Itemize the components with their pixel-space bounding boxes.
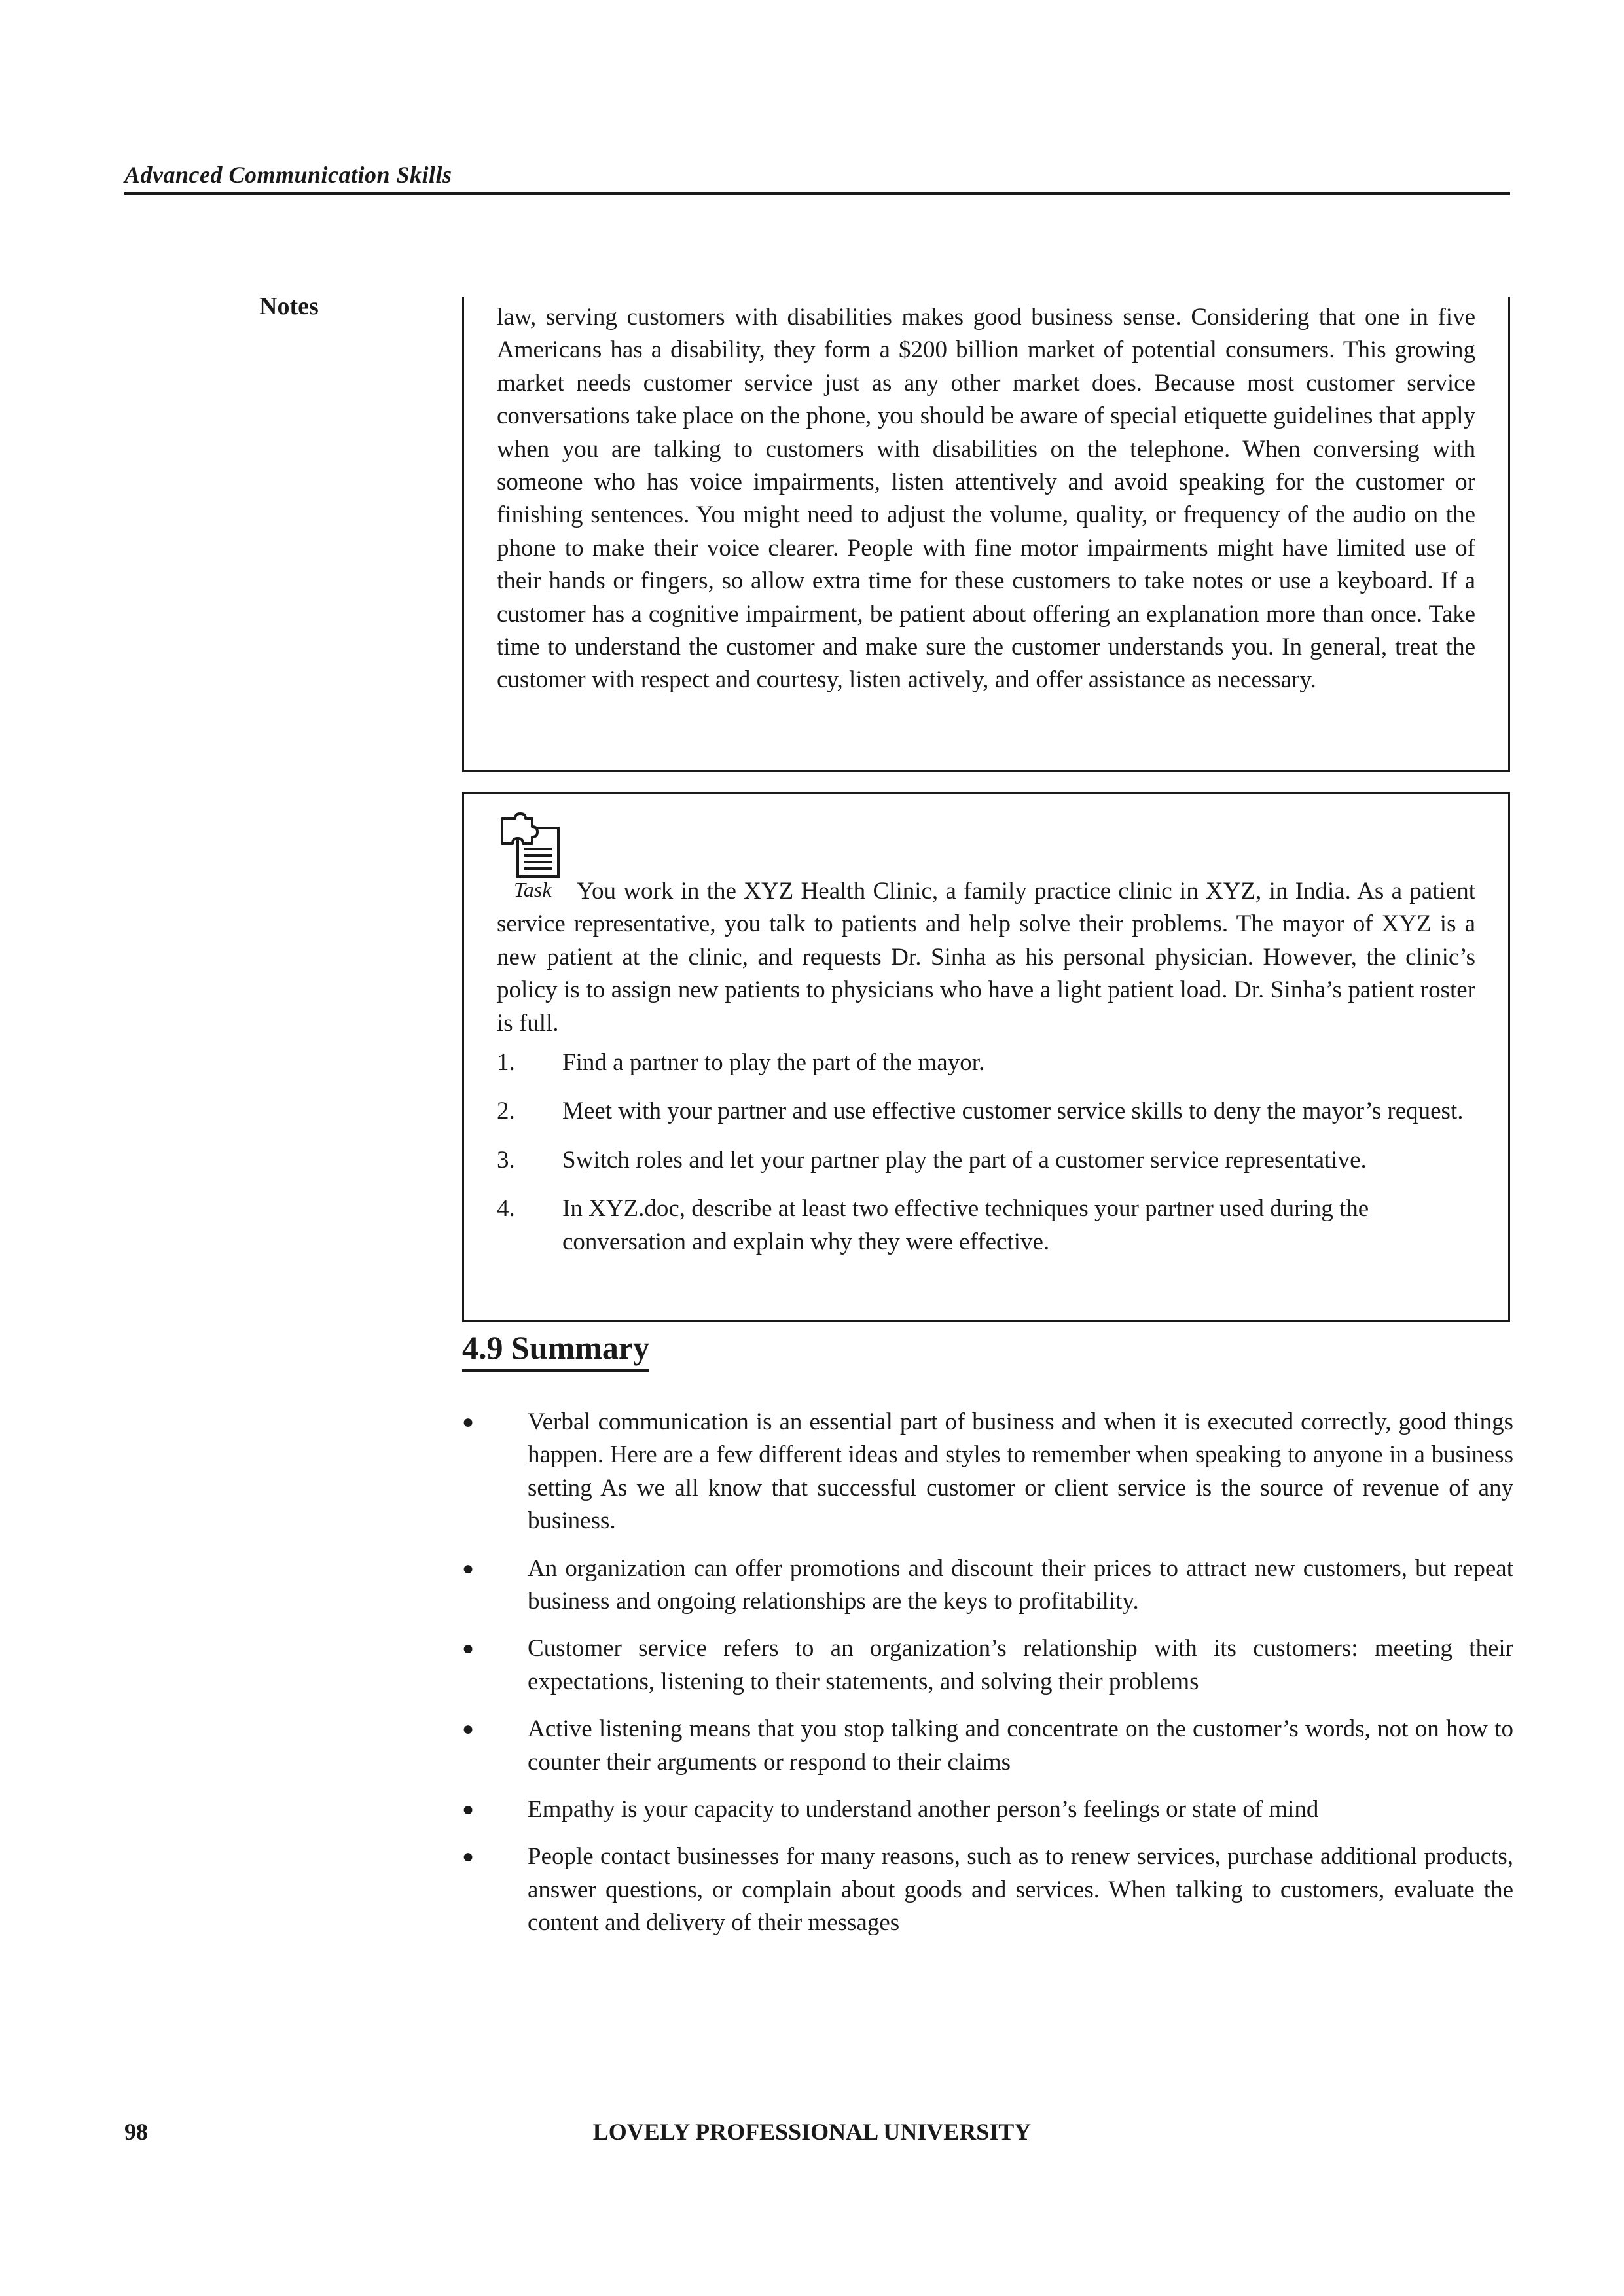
summary-item-text: Empathy is your capacity to understand another person’s feelings or state of mind [528, 1796, 1319, 1823]
task-step-text: Find a partner to play the part of the mayor. [562, 1049, 985, 1076]
bullet-icon: ● [462, 1557, 475, 1579]
header-rule [124, 192, 1510, 195]
summary-item [462, 1632, 1513, 1698]
task-steps [497, 1047, 1475, 1274]
summary-item-text: Active listening means that you stop talking and concentrate on the customer’s words, not on how to counter their arguments or respond to their claims [528, 1715, 1513, 1776]
task-step-number: 2. [497, 1098, 515, 1125]
bullet-icon: ● [462, 1718, 475, 1740]
bullet-icon: ● [462, 1638, 475, 1660]
task-step-number: 3. [497, 1146, 515, 1174]
task-puzzle-document-icon [498, 812, 570, 884]
bullet-icon: ● [462, 1799, 475, 1821]
task-step-text: Meet with your partner and use effective customer service skills to deny the mayor’s request. [562, 1098, 1464, 1125]
notes-margin-label: Notes [259, 293, 319, 320]
page-number: 98 [124, 2119, 148, 2145]
summary-heading: 4.9 Summary [462, 1329, 649, 1372]
task-step-number: 1. [497, 1049, 515, 1076]
task-step-text: Switch roles and let your partner play the part of a customer service representative. [562, 1146, 1367, 1174]
summary-item [462, 1552, 1513, 1619]
summary-list [462, 1406, 1513, 1954]
summary-item-text: An organization can offer promotions and discount their prices to attract new customers, but repeat business and ongoing relationships are the keys to profitability. [528, 1554, 1513, 1615]
summary-item [462, 1713, 1513, 1779]
summary-item [462, 1793, 1513, 1826]
task-intro: You work in the XYZ Health Clinic, a family practice clinic in XYZ, in India. As a patient service representative, you talk to patients and help solve their problems. The mayor of XYZ is a new patient at the clinic, and requests Dr. Sinha as his personal physician. However, the clinic’s policy is to assign new patients to physicians who have a light patient load. Dr. Sinha’s patient roster is full. [497, 878, 1475, 1037]
task-step [497, 1144, 1475, 1177]
continued-text-box [462, 297, 1510, 772]
summary-item-text: Verbal communication is an essential part of business and when it is executed correctly, good things happen. Here are a few different ideas and styles to remember when speaking to anyone in a business setting As we all know that successful customer or client service is the source of revenue of any business. [528, 1408, 1513, 1535]
summary-item-text: People contact businesses for many reasons, such as to renew services, purchase additional products, answer questions, or complain about goods and services. When talking to customers, evaluate the content and delivery of their messages [528, 1843, 1513, 1937]
bullet-icon: ● [462, 1411, 475, 1433]
task-step [497, 1095, 1475, 1128]
task-label: Task [514, 878, 552, 901]
task-step-number: 4. [497, 1195, 515, 1223]
bullet-icon: ● [462, 1846, 475, 1868]
continued-paragraph: law, serving customers with disabilities makes good business sense. Considering that one in five Americans has a disability, they form a $200 billion market of potential consumers. This growing market needs customer service just as any other market does. Because most customer service conversations take place on the phone, you should be aware of special etiquette guidelines that apply when you are talking to customers with disabilities on the telephone. When conversing with someone who has voice impairments, listen attentively and avoid speaking for the customer or finishing sentences. You might need to adjust the volume, quality, or frequency of the audio on the phone to make their voice clearer. People with fine motor impairments might have limited use of their hands or fingers, so allow extra time for these customers to take notes or use a keyboard. If a customer has a cognitive impairment, be patient about offering an explanation more than once. Take time to understand the customer and make sure the customer understands you. In general, treat the customer with respect and courtesy, listen actively, and offer assistance as necessary. [497, 304, 1475, 694]
summary-item [462, 1840, 1513, 1939]
task-step-text: In XYZ.doc, describe at least two effective techniques your partner used during the conversation and explain why they were effective. [562, 1195, 1369, 1255]
running-header: Advanced Communication Skills [124, 162, 452, 188]
task-box [462, 792, 1510, 1322]
task-step [497, 1047, 1475, 1079]
footer-university: LOVELY PROFESSIONAL UNIVERSITY [592, 2119, 1032, 2145]
summary-item [462, 1406, 1513, 1538]
task-step [497, 1193, 1475, 1259]
summary-item-text: Customer service refers to an organization’s relationship with its customers: meeting their expectations, listening to their statements, and solving their problems [528, 1635, 1513, 1695]
